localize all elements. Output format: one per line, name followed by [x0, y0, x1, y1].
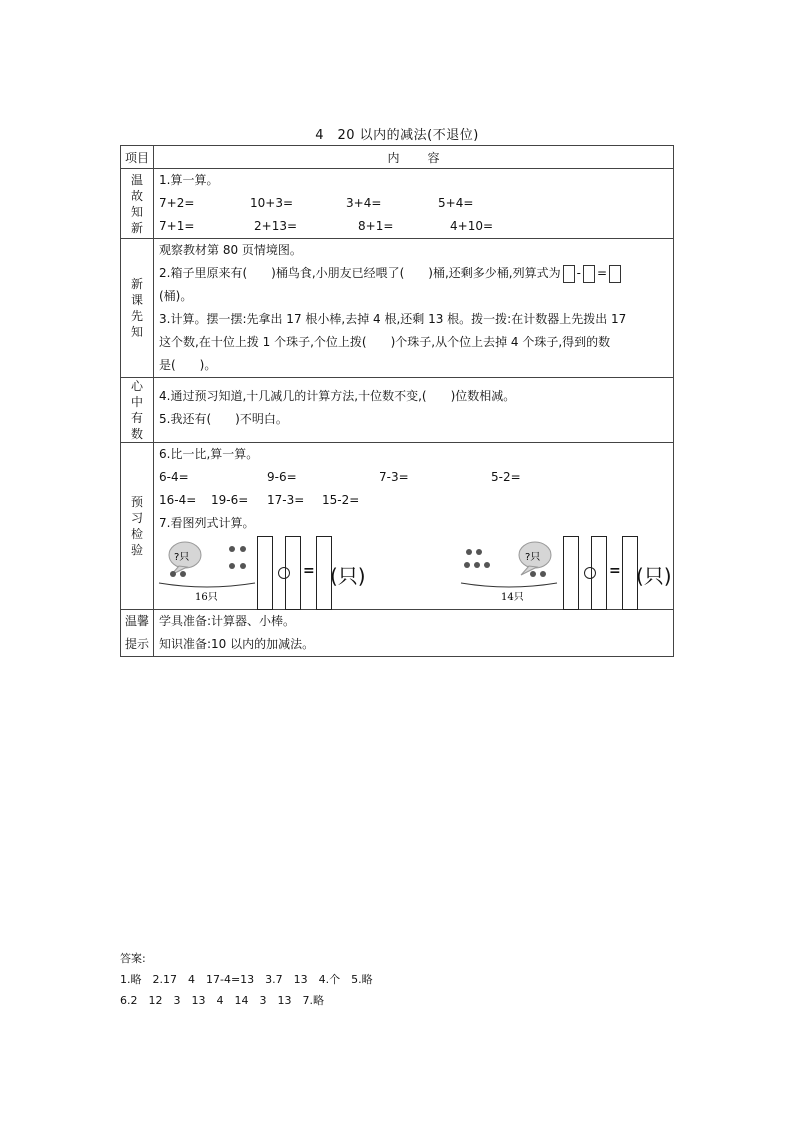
unit-label: (只)	[636, 564, 672, 588]
answer-box[interactable]	[591, 536, 607, 610]
question-1: 1.算一算。	[159, 173, 219, 187]
tip-tools: 学具准备:计算器、小棒。	[159, 614, 296, 628]
answer-box[interactable]	[563, 265, 575, 283]
preview-table	[120, 145, 674, 657]
equation: 7+1=	[159, 219, 195, 233]
answer-box[interactable]	[285, 536, 301, 610]
equation: 7+2=	[159, 196, 195, 210]
equation: 4+10=	[450, 219, 494, 233]
equation: 9-6=	[267, 470, 297, 484]
check-label: 预 习 检 验	[130, 495, 143, 557]
total-label: 16只	[195, 592, 218, 603]
answer-box[interactable]	[609, 265, 621, 283]
tips-content	[154, 610, 674, 657]
question-7: 7.看图列式计算。	[159, 516, 255, 530]
question-3-line-1: 3.计算。摆一摆:先拿出 17 根小棒,去掉 4 根,还剩 13 根。拨一拨:在计数器上先拨出 17	[159, 312, 627, 326]
bubble-text: ?只	[174, 552, 190, 563]
equation: 15-2=	[322, 493, 360, 507]
equation: 7-3=	[379, 470, 409, 484]
review-row	[121, 169, 674, 239]
answers-line-2: 6.2 12 3 13 4 14 3 13 7.略	[120, 994, 324, 1007]
tip-knowledge: 知识准备:10 以内的加减法。	[159, 637, 315, 651]
review-equation-row-1	[154, 192, 673, 215]
mind-label-cell	[121, 378, 154, 443]
check-row	[121, 443, 674, 610]
review-equation-row-2	[154, 215, 673, 238]
intro-text: 观察教材第 80 页情境图。	[159, 243, 302, 257]
question-6: 6.比一比,算一算。	[159, 447, 259, 461]
answers-section	[120, 948, 373, 1011]
mind-label: 心 中 有 数	[130, 379, 143, 441]
header-content-cell: 内容	[154, 146, 674, 169]
answer-box[interactable]	[583, 265, 595, 283]
equation: 5+4=	[438, 196, 474, 210]
new-lesson-content	[154, 239, 674, 378]
equation: 5-2=	[491, 470, 521, 484]
rabbits-illustration-1	[157, 535, 257, 605]
check-label-cell	[121, 443, 154, 610]
equation: 10+3=	[250, 196, 294, 210]
review-label-cell	[121, 169, 154, 239]
equation: 16-4=	[159, 493, 197, 507]
table-header-row	[121, 146, 674, 169]
equation: 8+1=	[358, 219, 394, 233]
question-3-line-2: 这个数,在十位上拨 1 个珠子,个位上拨( )个珠子,从个位上去掉 4 个珠子,得到的数	[159, 335, 611, 349]
tips-label: 温馨 提示	[124, 614, 149, 651]
answers-line-1: 1.略 2.17 4 17-4=13 3.7 13 4.个 5.略	[120, 973, 373, 986]
new-lesson-row	[121, 239, 674, 378]
question-5: 5.我还有( )不明白。	[159, 412, 288, 426]
equation: 19-6=	[211, 493, 249, 507]
answer-box[interactable]	[257, 536, 273, 610]
equals-sign: =	[303, 563, 315, 579]
unit-label: (只)	[330, 564, 366, 588]
mind-content	[154, 378, 674, 443]
mind-row	[121, 378, 674, 443]
check-content	[154, 443, 674, 610]
question-4: 4.通过预习知道,十几减几的计算方法,十位数不变,( )位数相减。	[159, 389, 516, 403]
header-item-cell: 项目	[121, 146, 154, 169]
picture-equations	[154, 535, 673, 609]
question-2-unit: (桶)。	[159, 289, 193, 303]
check-equation-row-1	[154, 466, 673, 489]
review-label: 温 故 知 新	[130, 172, 143, 235]
equation: 6-4=	[159, 470, 189, 484]
equation: 3+4=	[346, 196, 382, 210]
equation: 2+13=	[254, 219, 298, 233]
question-2: 2.箱子里原来有( )桶鸟食,小朋友已经喂了( )桶,还剩多少桶,列算式为 - =	[154, 262, 673, 285]
new-lesson-label: 新 课 先 知	[130, 277, 143, 339]
tips-label-cell	[121, 610, 154, 657]
equation: 17-3=	[267, 493, 305, 507]
answer-box[interactable]	[563, 536, 579, 610]
new-lesson-label-cell	[121, 239, 154, 378]
review-content	[154, 169, 674, 239]
page-title: 4 20 以内的减法(不退位)	[315, 128, 479, 143]
question-3-line-3: 是( )。	[159, 358, 217, 372]
rabbits-illustration-2	[459, 535, 569, 605]
answers-heading: 答案:	[120, 952, 146, 965]
total-label: 14只	[501, 592, 524, 603]
check-equation-row-2	[154, 489, 673, 512]
tips-row	[121, 610, 674, 657]
equals-sign: =	[609, 563, 621, 579]
bubble-text: ?只	[525, 552, 541, 563]
